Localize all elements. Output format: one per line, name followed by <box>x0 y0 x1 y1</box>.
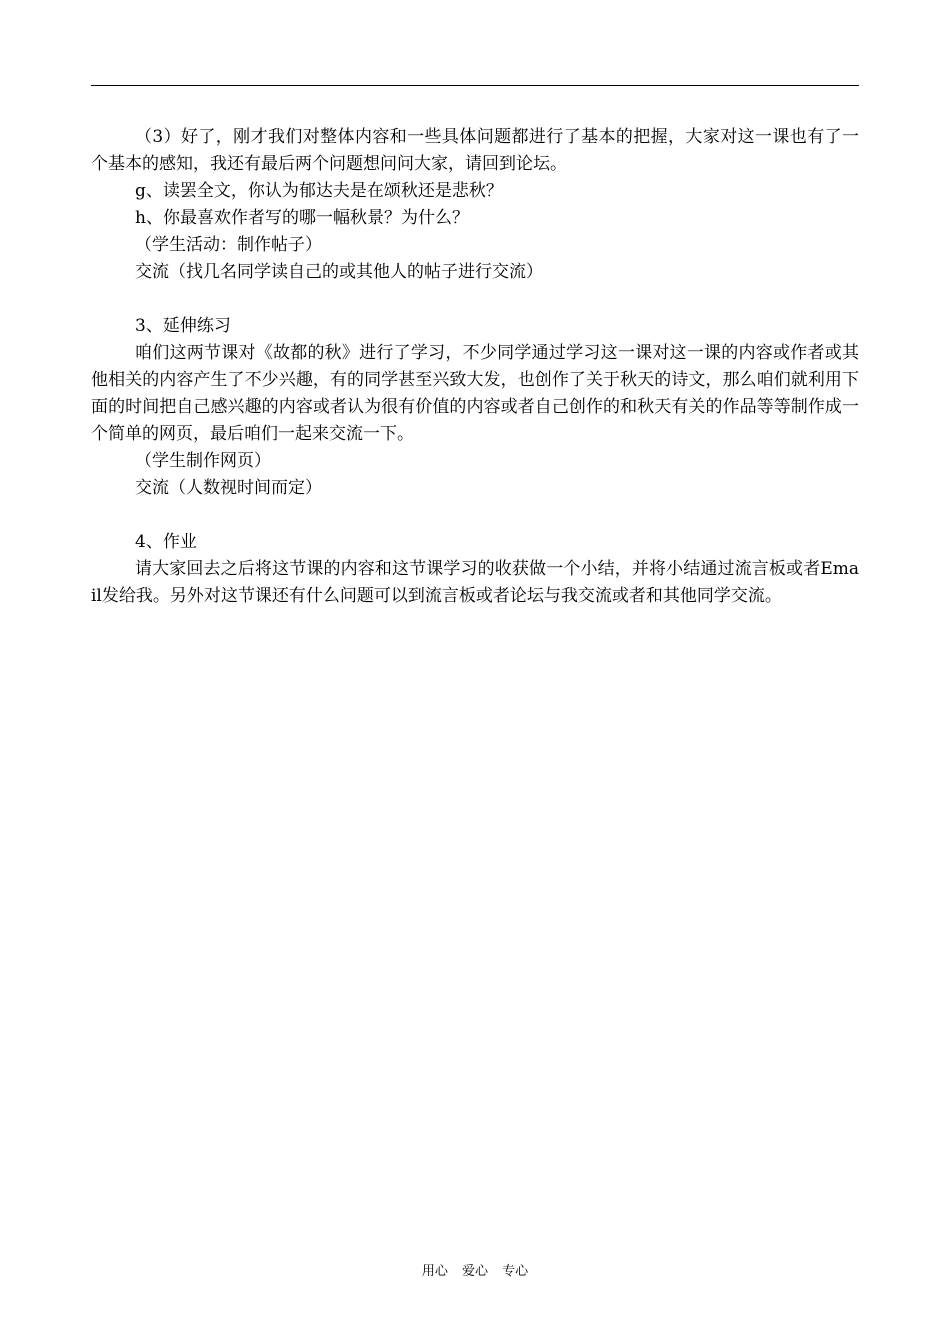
blank-line <box>91 502 859 529</box>
question-g: g、读罢全文，你认为郁达夫是在颂秋还是悲秋？ <box>135 181 503 201</box>
paragraph-extension: 咱们这两节课对《故都的秋》进行了学习，不少同学通过学习这一课对这一课的内容或作者或其他相关的内容产生了不少兴趣，有的同学甚至兴致大发，也创作了关于秋天的诗文，那么咱们就利用下面的时间把自己感兴趣的内容或者认为很有价值的内容或者自己创作的和秋天有关的作品等等制作成一个简单的网页，最后咱们一起来交流一下。 <box>91 343 859 444</box>
section-heading-extension: 3、延伸练习 <box>135 316 231 336</box>
document-body <box>91 124 859 610</box>
paragraph-homework: 请大家回去之后将这节课的内容和这节课学习的收获做一个小结，并将小结通过流言板或者Email发给我。另外对这节课还有什么问题可以到流言板或者论坛与我交流或者和其他同学交流。 <box>91 559 859 606</box>
header-rule <box>91 85 859 86</box>
page-footer: 用心 爱心 专心 <box>421 1264 529 1279</box>
paragraph-closing-questions: （3）好了，刚才我们对整体内容和一些具体问题都进行了基本的把握，大家对这一课也有了一个基本的感知，我还有最后两个问题想问问大家，请回到论坛。 <box>91 127 859 174</box>
question-h: h、你最喜欢作者写的哪一幅秋景？为什么？ <box>135 208 469 228</box>
blank-line <box>91 286 859 313</box>
exchange-posts: 交流（找几名同学读自己的或其他人的帖子进行交流） <box>135 262 543 282</box>
student-activity-post: （学生活动：制作帖子） <box>135 235 322 255</box>
student-make-webpage: （学生制作网页） <box>135 451 271 471</box>
section-heading-homework: 4、作业 <box>135 532 197 552</box>
exchange-by-time: 交流（人数视时间而定） <box>135 478 322 498</box>
